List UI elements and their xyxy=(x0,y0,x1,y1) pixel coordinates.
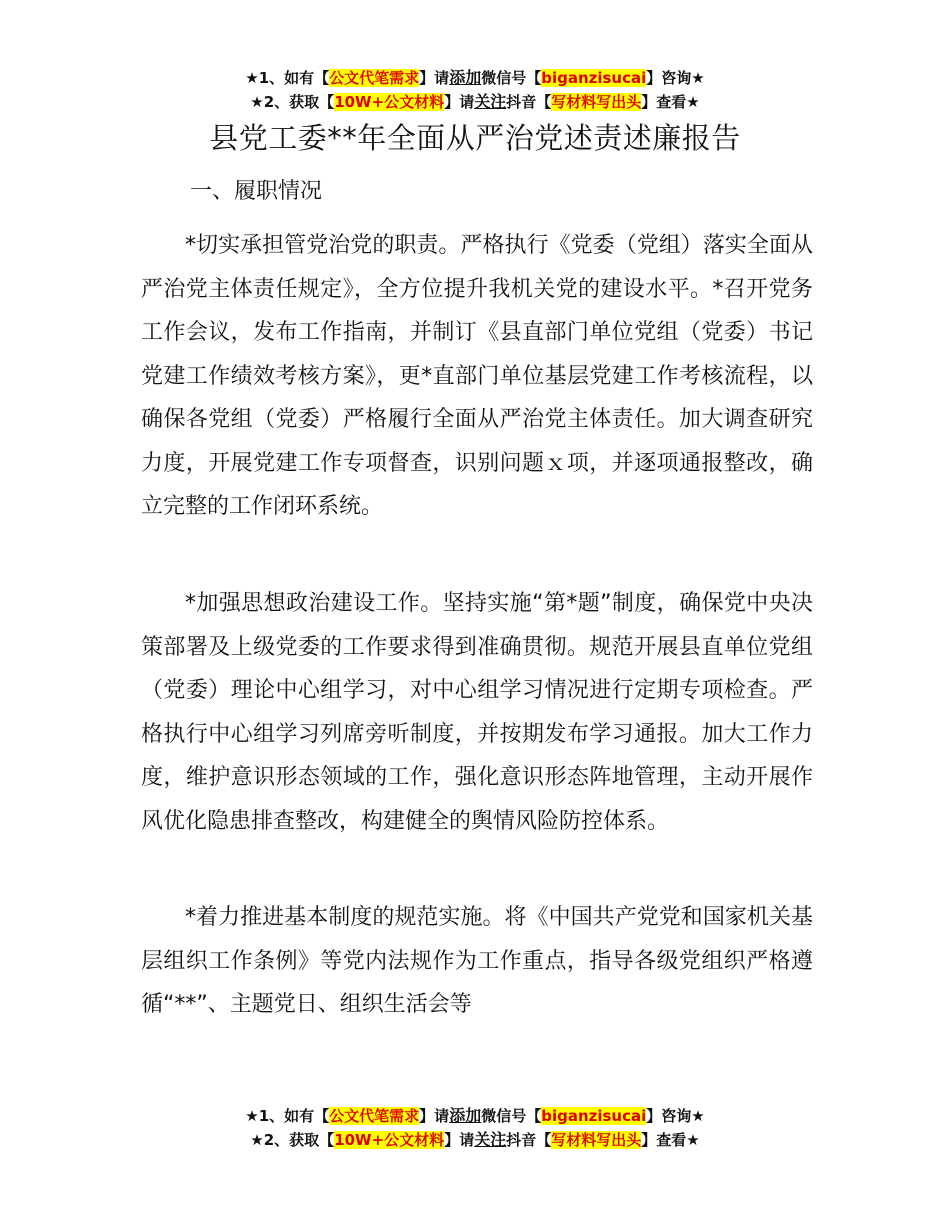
promo-text: 】查看★ xyxy=(641,93,700,111)
promo-text: 微信号【 xyxy=(481,69,542,87)
document-title: 县党工委**年全面从严治党述责述廉报告 xyxy=(209,121,741,155)
promo-highlight-wechat-id: biganzisucai xyxy=(541,69,647,87)
promo-text: 】请 xyxy=(444,93,475,111)
promo-text: ★1、如有【 xyxy=(245,69,330,87)
promo-line-2 xyxy=(0,90,950,114)
promo-highlight-wechat-id: biganzisucai xyxy=(541,1107,647,1125)
promo-text: 】请 xyxy=(444,1131,475,1149)
promo-text: ★2、获取【 xyxy=(250,93,335,111)
promo-highlight: 公文代笔需求 xyxy=(329,1107,420,1125)
promo-text: 】咨询★ xyxy=(646,1107,705,1125)
promo-text: ★2、获取【 xyxy=(250,1131,335,1149)
promo-text: 微信号【 xyxy=(481,1107,542,1125)
promo-line-1 xyxy=(0,1104,950,1128)
body-paragraph-1: *切实承担管党治党的职责。严格执行《党委（党组）落实全面从严治党主体责任规定》，全方位提升我机关党的建设水平。*召开党务工作会议，发布工作指南，并制订《县直部门单位党组（党委）书记党建工作绩效考核方案》，更*直部门单位基层党建工作考核流程，以确保各党组（党委）严格履行全面从严治党主体责任。加大调查研究力度，开展党建工作专项督查，识别问题ｘ项，并逐项通报整改，确立完整的工作闭环系统。 xyxy=(141,233,813,519)
promo-highlight: 10W+公文材料 xyxy=(334,93,445,111)
promo-text: 】请 xyxy=(419,69,450,87)
promo-line-2 xyxy=(0,1128,950,1152)
promo-underlined-text: 关注 xyxy=(474,1130,507,1149)
promo-underlined-text: 关注 xyxy=(474,92,507,111)
body-paragraph-2: *加强思想政治建设工作。坚持实施“第*题”制度，确保党中央决策部署及上级党委的工作要求得到准确贯彻。规范开展县直单位党组（党委）理论中心组学习，对中心组学习情况进行定期专项检查。严格执行中心组学习列席旁听制度，并按期发布学习通报。加大工作力度，维护意识形态领域的工作，强化意识形态阵地管理，主动开展作风优化隐患排查整改，构建健全的舆情风险防控体系。 xyxy=(141,591,814,834)
bottom-promo-banner xyxy=(0,1104,950,1152)
promo-underlined-text: 添加 xyxy=(449,68,482,87)
promo-text: ★1、如有【 xyxy=(245,1107,330,1125)
body-paragraph-3: *着力推进基本制度的规范实施。将《中国共产党党和国家机关基层组织工作条例》等党内法规作为工作重点，指导各级党组织严格遵循“**”、主题党日、组织生活会等 xyxy=(141,905,813,1017)
promo-underlined-text: 添加 xyxy=(449,1106,482,1125)
promo-highlight-douyin-id: 写材料写出头 xyxy=(551,1131,642,1149)
promo-highlight: 10W+公文材料 xyxy=(334,1131,445,1149)
section-heading: 一、履职情况 xyxy=(190,179,323,204)
promo-line-1 xyxy=(0,66,950,90)
promo-highlight-douyin-id: 写材料写出头 xyxy=(551,93,642,111)
promo-highlight: 公文代笔需求 xyxy=(329,69,420,87)
promo-text: 抖音【 xyxy=(506,93,552,111)
top-promo-banner xyxy=(0,66,950,114)
promo-text: 】咨询★ xyxy=(646,69,705,87)
promo-text: 】查看★ xyxy=(641,1131,700,1149)
promo-text: 抖音【 xyxy=(506,1131,552,1149)
promo-text: 】请 xyxy=(419,1107,450,1125)
